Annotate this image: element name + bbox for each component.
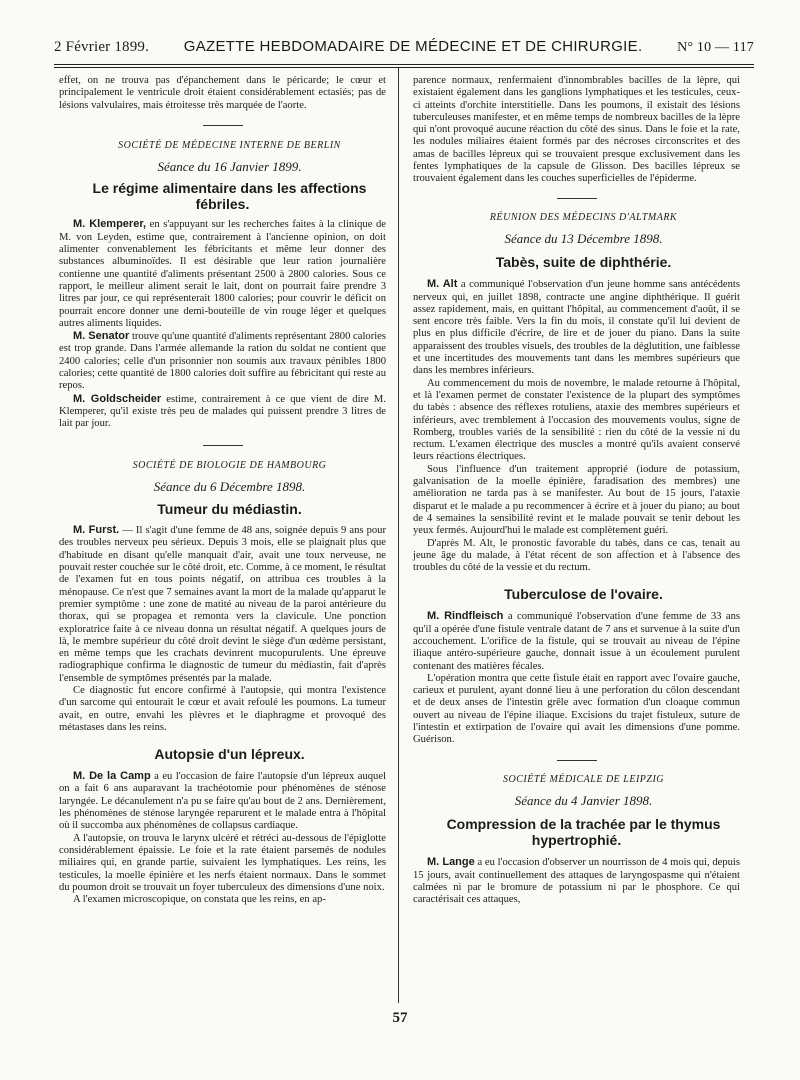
section-separator: [203, 125, 243, 126]
society-title: SOCIÉTÉ MÉDICALE DE LEIPZIG: [503, 773, 664, 785]
article-heading: Le régime alimentaire dans les affections fébriles.: [92, 180, 367, 213]
society-title: SOCIÉTÉ DE BIOLOGIE DE HAMBOURG: [132, 459, 327, 471]
article-heading: Tumeur du médiastin.: [157, 501, 302, 518]
author-name: M. Alt: [427, 278, 458, 291]
article-heading: Compression de la trachée par le thymus hypertrophié.: [446, 816, 721, 849]
paragraph: D'après M. Alt, le pronostic favorable du tabès, dans ce cas, tenait au jeune âge du malade, à l'état récent de son affection et à l'absence des troubles du côté de la vessie et du rectum.: [413, 537, 740, 574]
article-heading: Tuberculose de l'ovaire.: [504, 586, 663, 603]
article-heading: Tabès, suite de diphthérie.: [495, 254, 672, 271]
paragraph: M. Goldscheider estime, contrairement à ce que vient de dire M. Klemperer, qu'il existe très peu de malades qui puissent prendre 3 litres de lait par jour.: [59, 392, 386, 430]
seance-date: Séance du 13 Décembre 1898.: [504, 230, 663, 246]
author-name: M. Furst.: [73, 524, 120, 537]
right-column: [413, 75, 740, 906]
author-name: M. Lange: [427, 856, 475, 869]
author-name: M. Klemperer,: [73, 218, 147, 231]
continued-paragraph: parence normaux, renfermaient d'innombrables bacilles de la lèpre, qui existaient également dans les ganglions lymphatiques et les testicules, ceux-ci atteints d'orchite interstitielle. Dans les poumons, il existait des lésions tuberculeuses manifester, et en même temps de nombreux bacilles de la lèpre qui n'ont provoqué aucune réaction du côté des sinus. Dans le foie et la rate, les nodules miliaires étaient formés par des nécroses circonscrites et des amas de bacilles lépreux qui se trouvaient presque exclusivement dans les fentes lymphatiques de la capsule de Glisson. Des bacilles lépreux se trouvaient également dans les couches superficielles de l'épiderme.: [413, 75, 740, 185]
paragraph: M. Klemperer, en s'appuyant sur les recherches faites à la clinique de M. von Leyden, estime que, contrairement à l'ancienne opinion, on doit alimenter convenablement les fébricitants et même leur donner des substances albuminoïdes. Il est désirable que leur ration journalière contienne une quantité d'aliments présentant 2500 à 2800 calories. Sous ce rapport, le meilleur aliment serait le lait, dont on pourrait faire prendre 3 litres par jour, ce qui représenterait 1800 calories; pour couvrir le déficit on pourrait encore donner une demi-bouteille de vin rouge léger et quelques autres aliments liquides.: [59, 218, 386, 329]
paragraph: A l'autopsie, on trouva le larynx ulcéré et rétréci au-dessous de l'épiglotte considérablement épaissie. Le foie et la rate étaient parsemés de nodules miliaires qui, en grande partie, suivaient les lymphatiques. Les reins, les testicules, la moelle épinière et les nerfs étaient normaux. Dans le sommet du poumon droit se trouvait un foyer tuberculeux des dimensions d'une noix.: [59, 832, 386, 893]
paragraph: L'opération montra que cette fistule était en rapport avec l'ovaire gauche, carieux et purulent, ayant donné lieu à une perforation du côlon descendant et de deux anses de l'intestin grêle avec formation d'un cloaque commun ouvert au niveau de l'épine iliaque. Excisions du trajet fistuleux, suture de l'intestin et extirpation de l'ovaire qui avait les dimensions d'une pomme. Guérison.: [413, 672, 740, 746]
continued-paragraph: effet, on ne trouva pas d'épanchement dans le péricarde; le cœur et principalement le ventricule droit étaient considérablement ectasiés; pas de lésions valvulaires, mais étroitesse très marquée de l'aorte.: [59, 75, 386, 111]
paragraph: M. Rindfleisch a communiqué l'observation d'une femme de 33 ans qu'il a opérée d'une fistule ventrale datant de 7 ans et survenue à la suite d'un accouchement. L'orifice de la fistule, qui se trouvait au niveau de l'épine iliaque antéro-supérieure gauche, donnait issue à un écoulement purulent contenant des matières fécales.: [413, 610, 741, 672]
page-number: 57: [392, 1010, 408, 1026]
issue-number: N° 10 — 117: [677, 40, 754, 55]
paragraph: M. De la Camp a eu l'occasion de faire l'autopsie d'un lépreux auquel on a fait 6 ans auparavant la trachéotomie pour phénomènes de sténose laryngée. Le décanulement n'a pu se faire qu'au bout de 2 ans. Dernièrement, les phénomènes de sténose laryngée reparurent et le malade entra à l'hôpital où il succomba aux phénomènes de collapsus cardiaque.: [59, 770, 386, 832]
paragraph: Au commencement du mois de novembre, le malade retourne à l'hôpital, et là l'examen permet de constater l'existence de la plupart des symptômes du tabès : absence des réflexes rotuliens, ataxie des membres supérieurs et inférieurs, avec tremblement à l'occasion des mouvements voulus, signe de Romberg, troubles variés de la sensibilité : rien du côté de la vessie ni du rectum. L'examen électrique des muscles a montré qu'ils avaient conservé leurs réactions électriques.: [413, 377, 740, 463]
seance-date: Séance du 16 Janvier 1899.: [157, 159, 302, 175]
author-name: M. Goldscheider: [73, 392, 162, 405]
paragraph: A l'examen microscopique, on constata que les reins, en ap-: [73, 894, 326, 906]
header-rule: [54, 64, 754, 65]
author-name: M. De la Camp: [73, 770, 151, 783]
author-name: M. Rindfleisch: [427, 610, 504, 623]
society-title: SOCIÉTÉ DE MÉDECINE INTERNE DE BERLIN: [118, 139, 341, 151]
issue-date: 2 Février 1899.: [54, 39, 150, 55]
paragraph: Sous l'influence d'un traitement approprié (iodure de potassium, galvanisation de la moelle épinière, faradisation des membres) une amélioration ne tarda pas à se manifester. Au bout de 15 jours, l'ataxie disparut et le malade a pu recommencer à écrire et à jouer du piano; au bout de 4 semaines la sensibilité revint et le malade pouvait se tenir debout les yeux fermés. Aujourd'hui le malade est complètement guéri.: [413, 463, 740, 537]
article-heading: Autopsie d'un lépreux.: [154, 746, 305, 763]
section-separator: [557, 198, 597, 199]
paragraph: M. Lange a eu l'occasion d'observer un nourrisson de 4 mois qui, depuis 15 jours, avait continuellement des attaques de laryngospasme qui n'étaient calmées ni par le bromure de potassium ni par le phosphore. Ce qui caractérisait ces attaques,: [413, 856, 741, 906]
journal-title: GAZETTE HEBDOMADAIRE DE MÉDECINE ET DE CHIRURGIE.: [183, 38, 643, 55]
seance-date: Séance du 6 Décembre 1898.: [153, 478, 306, 494]
author-name: M. Senator: [73, 330, 130, 343]
society-title: RÉUNION DES MÉDECINS D'ALTMARK: [489, 211, 678, 223]
running-header: [54, 38, 754, 62]
left-column: [59, 75, 386, 906]
column-divider: [398, 68, 399, 1003]
paragraph: M. Senator trouve qu'une quantité d'aliments représentant 2800 calories est trop grande. Dans l'armée allemande la ration du soldat ne contient que 2400 calories; celle d'un prisonnier non soumis aux travaux pénibles 1800 calories; cette quantité de 1800 calories doit suffire au fébricitant qui reste au repos.: [59, 330, 386, 392]
seance-date: Séance du 4 Janvier 1898.: [514, 792, 653, 808]
header-rule-double: [54, 67, 754, 68]
paragraph: M. Furst. — Il s'agit d'une femme de 48 ans, soignée depuis 9 ans pour des troubles nerveux peu sérieux. Depuis 3 mois, elle se plaignait plus que d'habitude en disant qu'elle manquait d'air, avait une toux nerveuse, ne pouvait rester couchée sur le côté droit, etc. Comme, à ce moment, le résultat de l'examen fut en tous points négatif, on attribua ces troubles à la ménopause. Ce n'est que 7 semaines avant la mort de la malade qu'apparut le premier symptôme : une zone de matité au niveau de la paroi antérieure du thorax, qui se propagea et remonta vers la clavicule. Une ponction exploratrice faite à ce niveau donna un résultat négatif. A quelques jours de là, le membre supérieur du côté droit devint le siège d'un œdème persistant, en même temps que les crachats devinrent mucopurulents. Une épreuve radiographique confirma le diagnostic de tumeur du médiastin, fait d'après l'ensemble de symptômes présentés par la malade.: [59, 524, 386, 684]
paragraph: Ce diagnostic fut encore confirmé à l'autopsie, qui montra l'existence d'un sarcome qui entourait le cœur et avait refoulé les poumons. La tumeur avait, en outre, envahi les plèvres et le diaphragme et provoqué des métastases dans les reins.: [59, 684, 386, 733]
section-separator: [203, 445, 243, 446]
section-separator: [557, 760, 597, 761]
paragraph: M. Alt a communiqué l'observation d'un jeune homme sans antécédents nerveux qui, en juillet 1898, contracte une angine diphthérique. Il guérit assez rapidement, mais, en quittant l'hôpital, au commencement d'août, il se sent encore très faible. Vers la fin du mois, il constate qu'il lui devient de plus en plus difficile d'écrire, de lire et de jouer du piano. Dans la suite apparaissent des troubles visuels, des troubles de la déglutition, une faiblesse et une incertitudes des mouvements tant dans les membres supérieurs que dans les membres inférieurs.: [413, 278, 741, 377]
